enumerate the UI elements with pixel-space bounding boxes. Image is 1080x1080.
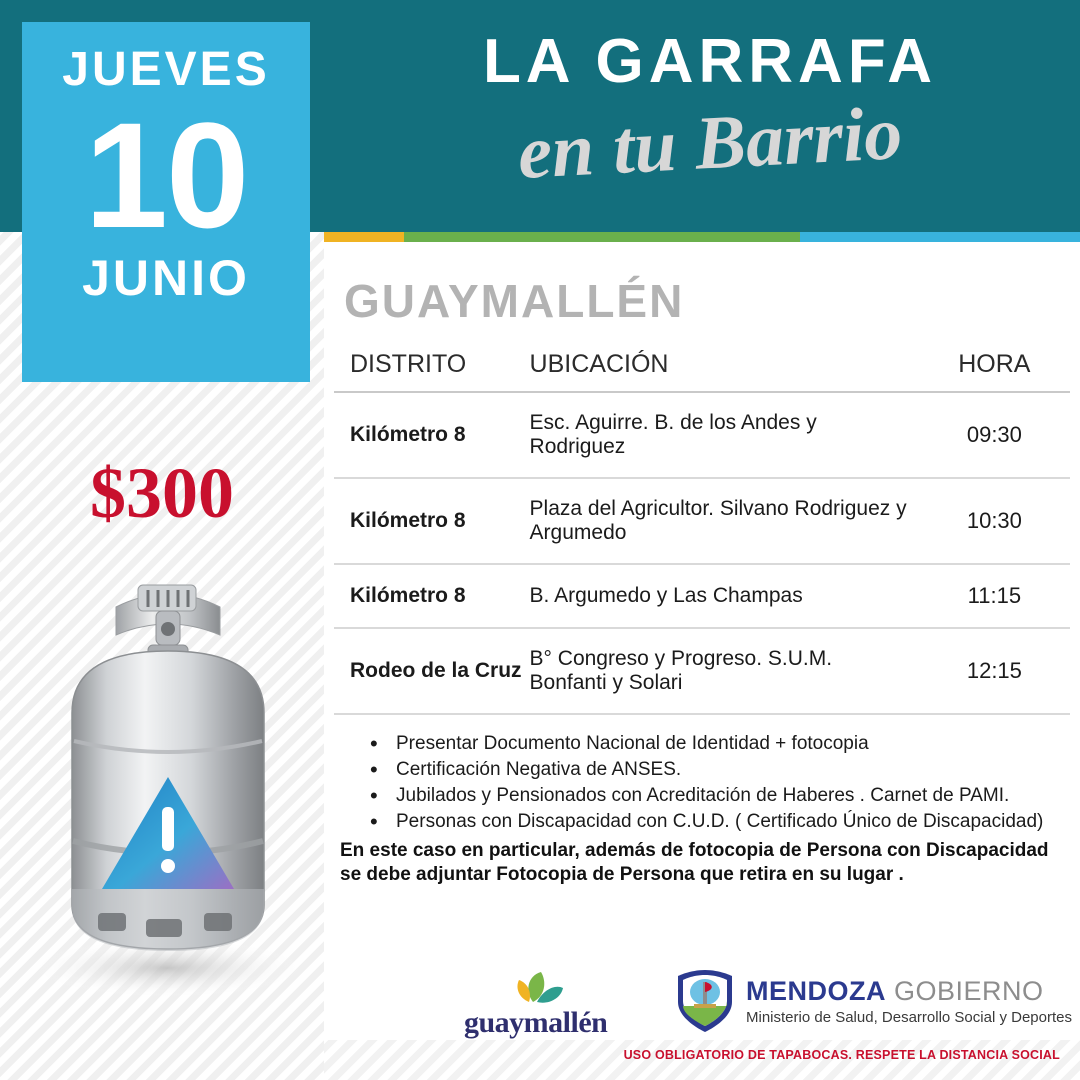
- leaf-icon: [471, 968, 601, 1006]
- cell-distrito: Kilómetro 8: [334, 564, 526, 628]
- gas-cylinder-icon: [20, 545, 310, 1005]
- price-label: $300: [90, 453, 234, 533]
- color-bar-segment-green: [404, 232, 800, 242]
- color-bar-segment-yellow: [324, 232, 404, 242]
- date-day-of-week: JUEVES: [62, 43, 270, 96]
- column-header-hora: HORA: [919, 344, 1070, 392]
- city-title: GUAYMALLÉN: [344, 275, 685, 327]
- special-note: En este caso en particular, además de fotocopia de Persona con Discapacidad se debe adjuntar Fotocopia de Persona que retira en su lugar .: [340, 840, 1049, 885]
- cell-hora: 09:30: [919, 392, 1070, 478]
- logo-guaymallen: [464, 968, 607, 1040]
- cell-hora: 10:30: [919, 478, 1070, 564]
- logos-row: [324, 960, 1080, 1050]
- banner-title-line1: LA GARRAFA: [482, 27, 938, 96]
- list-item: • Certificación Negativa de ANSES.: [364, 759, 1064, 781]
- requirements-list: [364, 733, 1064, 833]
- footer-notice: USO OBLIGATORIO DE TAPABOCAS. RESPETE LA DISTANCIA SOCIAL: [623, 1048, 1060, 1062]
- cell-distrito: Rodeo de la Cruz: [334, 628, 526, 714]
- table-row: [334, 478, 1070, 564]
- logo-mendoza-ministry: Ministerio de Salud, Desarrollo Social y Deportes: [746, 1009, 1072, 1026]
- color-bar-segment-blue: [800, 232, 1080, 242]
- accent-color-bar: [324, 232, 1080, 242]
- main-content: [324, 250, 1080, 1040]
- cell-distrito: Kilómetro 8: [334, 478, 526, 564]
- cell-ubicacion: B° Congreso y Progreso. S.U.M. Bonfanti y Solari: [526, 628, 919, 714]
- date-month: JUNIO: [82, 249, 250, 306]
- cell-ubicacion: Esc. Aguirre. B. de los Andes y Rodriguez: [526, 392, 919, 478]
- list-item: • Personas con Discapacidad con C.U.D. ( Certificado Único de Discapacidad): [364, 811, 1064, 833]
- list-item: • Jubilados y Pensionados con Acreditación de Haberes . Carnet de PAMI.: [364, 785, 1064, 807]
- logo-mendoza-gobierno: [674, 968, 1072, 1034]
- table-row: [334, 564, 1070, 628]
- logo-mendoza-main: MENDOZA: [746, 976, 886, 1006]
- table-row: [334, 392, 1070, 478]
- banner-title-line2: en tu Barrio: [515, 91, 905, 196]
- table-row: [334, 628, 1070, 714]
- cell-ubicacion: B. Argumedo y Las Champas: [526, 564, 919, 628]
- date-day-number: 10: [84, 91, 248, 259]
- column-header-ubicacion: UBICACIÓN: [526, 344, 919, 392]
- schedule-table: [334, 344, 1070, 715]
- cell-hora: 11:15: [919, 564, 1070, 628]
- column-header-distrito: DISTRITO: [334, 344, 526, 392]
- cell-hora: 12:15: [919, 628, 1070, 714]
- cell-ubicacion: Plaza del Agricultor. Silvano Rodriguez y Argumedo: [526, 478, 919, 564]
- gas-cylinder-illustration: [20, 545, 310, 1005]
- shield-crest-icon: [674, 968, 736, 1034]
- logo-mendoza-gobierno-word: GOBIERNO: [886, 976, 1044, 1006]
- logo-guaymallen-label: guaymallén: [464, 1006, 608, 1039]
- table-header-row: [334, 344, 1070, 392]
- cell-distrito: Kilómetro 8: [334, 392, 526, 478]
- date-badge: [22, 22, 310, 382]
- list-item: • Presentar Documento Nacional de Identidad + fotocopia: [364, 733, 1064, 755]
